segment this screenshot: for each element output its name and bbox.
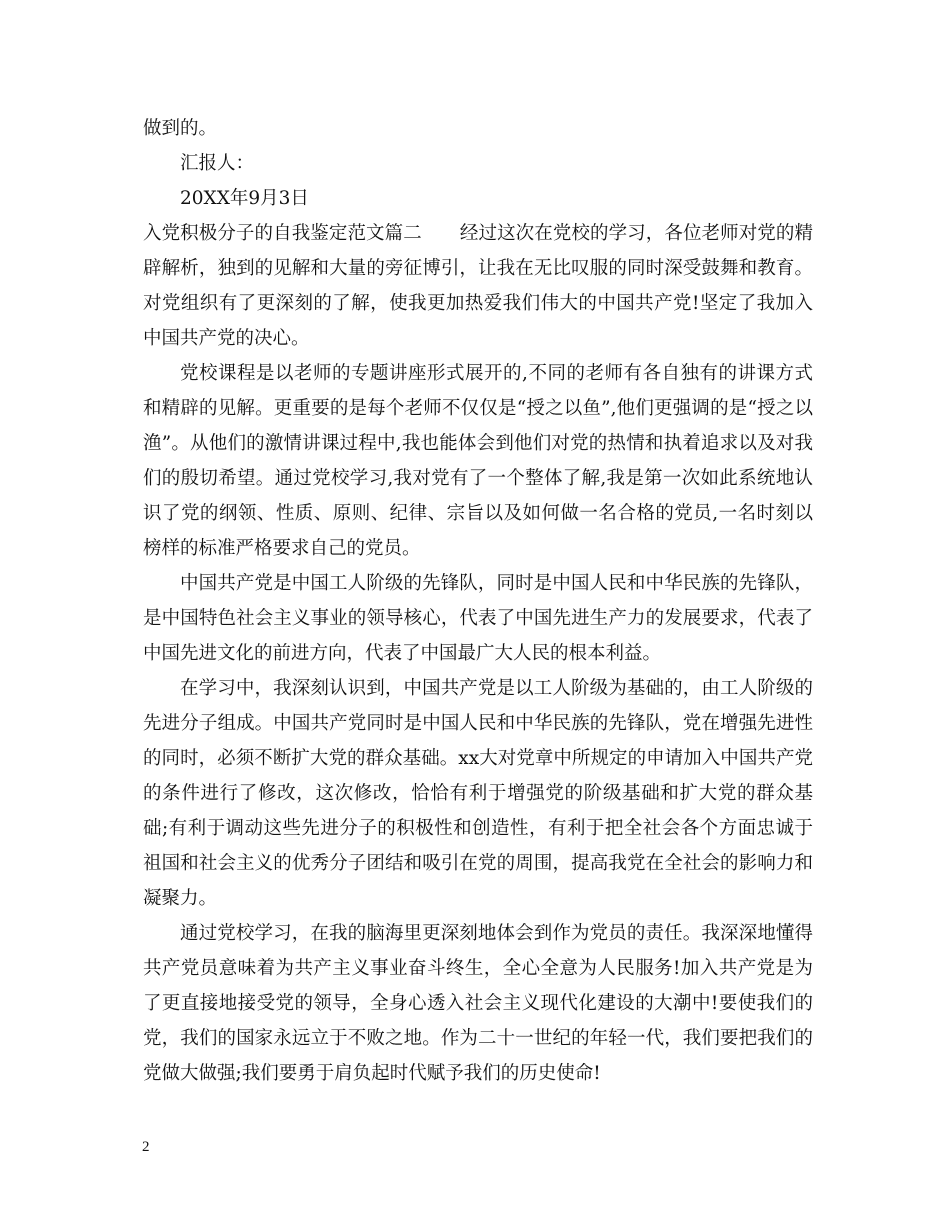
document-body xyxy=(143,111,813,1091)
intro-paragraph: 经过这次在党校的学习，各位老师对党的精辟解析，独到的见解和大量的旁征博引，让我在无比叹服的同时深受鼓舞和教育。对党组织有了更深刻的了解，使我更加热爱我们伟大的中国共产党!坚定了我加入中国共产党的决心。 xyxy=(143,223,813,349)
paragraph: 中国共产党是中国工人阶级的先锋队，同时是中国人民和中华民族的先锋队，是中国特色社会主义事业的领导核心，代表了中国先进生产力的发展要求，代表了中国先进文化的前进方向，代表了中国最广大人民的根本利益。 xyxy=(143,573,813,664)
section-title: 入党积极分子的自我鉴定范文篇二 xyxy=(143,223,422,244)
paragraph: 通过党校学习，在我的脑海里更深刻地体会到作为党员的责任。我深深地懂得共产党员意味着为共产主义事业奋斗终生，全心全意为人民服务!加入共产党是为了更直接地接受党的领导，全身心透入社会主义现代化建设的大潮中!要使我们的党，我们的国家永远立于不败之地。作为二十一世纪的年轻一代，我们要把我们的党做大做强;我们要勇于肩负起时代赋予我们的历史使命! xyxy=(143,923,814,1084)
section-intro xyxy=(143,216,813,356)
reporter-label: 汇报人： xyxy=(180,153,255,174)
page-number: 2 xyxy=(142,1139,150,1155)
report-date: 20XX年9月3日 xyxy=(180,188,309,209)
paragraph: 党校课程是以老师的专题讲座形式展开的,不同的老师有各自独有的讲课方式和精辟的见解。更重要的是每个老师不仅仅是“授之以鱼”,他们更强调的是“授之以渔”。从他们的激情讲课过程中,我也能体会到他们对党的热情和执着追求以及对我们的殷切希望。通过党校学习,我对党有了一个整体了解,我是第一次如此系统地认识了党的纲领、性质、原则、纪律、宗旨以及如何做一名合格的党员,一名时刻以榜样的标准严格要求自己的党员。 xyxy=(143,363,813,559)
paragraph: 在学习中，我深刻认识到，中国共产党是以工人阶级为基础的，由工人阶级的先进分子组成。中国共产党同时是中国人民和中华民族的先锋队，党在增强先进性的同时，必须不断扩大党的群众基础。xx大对党章中所规定的申请加入中国共产党的条件进行了修改，这次修改，恰恰有利于增强党的阶级基础和扩大党的群众基础;有利于调动这些先进分子的积极性和创造性，有利于把全社会各个方面忠诚于祖国和社会主义的优秀分子团结和吸引在党的周围，提高我党在全社会的影响力和凝聚力。 xyxy=(143,678,813,909)
continuation-line: 做到的。 xyxy=(143,118,218,139)
